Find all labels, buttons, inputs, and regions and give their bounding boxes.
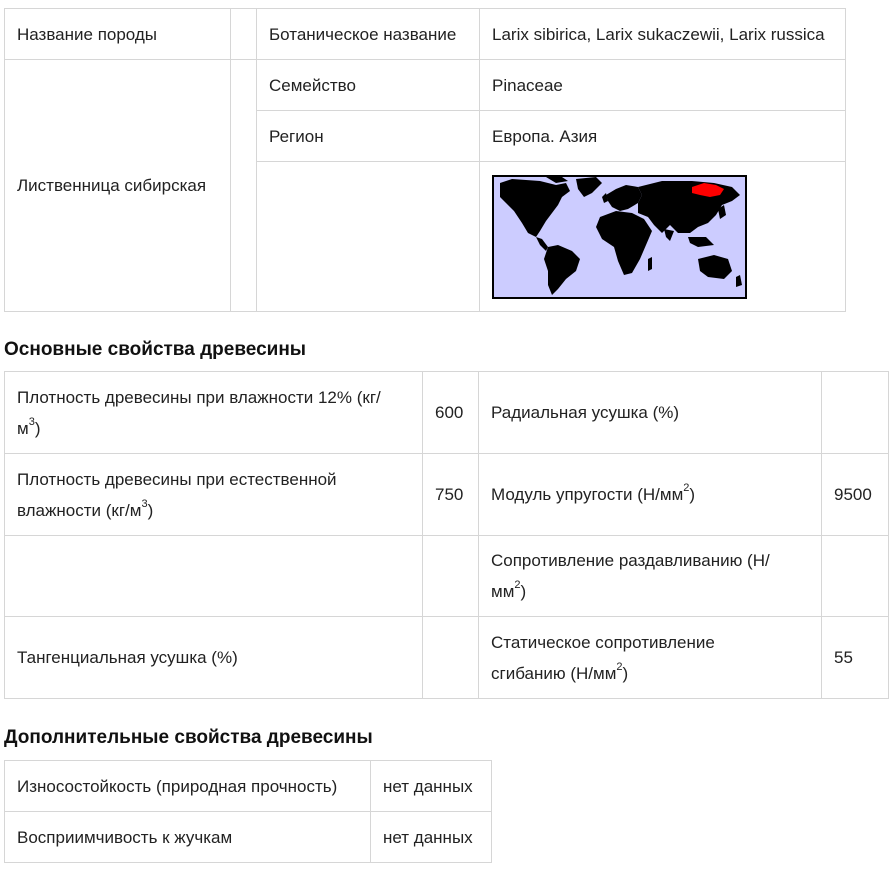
prop-bending-strength: Статическое сопротивление сгибанию $(Н/мм^2)$ <box>479 617 822 699</box>
prop-tangential-shrinkage: Тангенциальная усушка (%) <box>5 617 423 699</box>
prop-wear-resistance: Износостойкость (природная прочность) <box>5 761 371 812</box>
prop-beetle-susceptibility: Восприимчивость к жучкам <box>5 812 371 863</box>
value-elastic-modulus: 9500 <box>822 454 889 536</box>
family: Pinaceae <box>480 60 846 111</box>
value-density-natural: 750 <box>423 454 479 536</box>
extra-properties-table <box>4 760 492 863</box>
value-tangential-shrinkage <box>423 617 479 699</box>
spacer-cell <box>231 9 257 60</box>
value-bending-strength: 55 <box>822 617 889 699</box>
prop-density-12: Плотность древесины при влажности 12% (кг/ $м^3$) <box>5 372 423 454</box>
world-map-image <box>492 175 747 299</box>
label-species-name: Название породы <box>5 9 231 60</box>
main-properties-heading: Основные свойства древесины <box>4 339 307 360</box>
species-table <box>4 8 846 312</box>
value-radial-shrinkage <box>822 372 889 454</box>
empty-cell <box>5 536 423 617</box>
map-cell <box>480 162 846 312</box>
label-region: Регион <box>257 111 480 162</box>
prop-elastic-modulus: Модуль упругости $(Н/мм^2)$ <box>479 454 822 536</box>
spacer-cell <box>231 60 257 312</box>
value-density-12: 600 <box>423 372 479 454</box>
prop-crushing-resistance: Сопротивление раздавливанию (Н/ $мм^2$) <box>479 536 822 617</box>
prop-density-natural: Плотность древесины при естественной влажности $(кг/м^3)$ <box>5 454 423 536</box>
map-label-cell <box>257 162 480 312</box>
prop-radial-shrinkage: Радиальная усушка (%) <box>479 372 822 454</box>
region: Европа. Азия <box>480 111 846 162</box>
table-row <box>5 812 492 863</box>
species-name: Лиственница сибирская <box>5 60 231 312</box>
value-crushing-resistance <box>822 536 889 617</box>
table-row <box>5 761 492 812</box>
label-family: Семейство <box>257 60 480 111</box>
extra-properties-heading: Дополнительные свойства древесины <box>4 727 373 748</box>
main-properties-table <box>4 371 889 699</box>
botanical-name: Larix sibirica, Larix sukaczewii, Larix russica <box>480 9 846 60</box>
land-madagascar <box>648 257 652 271</box>
value-beetle-susceptibility: нет данных <box>371 812 492 863</box>
empty-cell <box>423 536 479 617</box>
label-botanical-name: Ботаническое название <box>257 9 480 60</box>
value-wear-resistance: нет данных <box>371 761 492 812</box>
